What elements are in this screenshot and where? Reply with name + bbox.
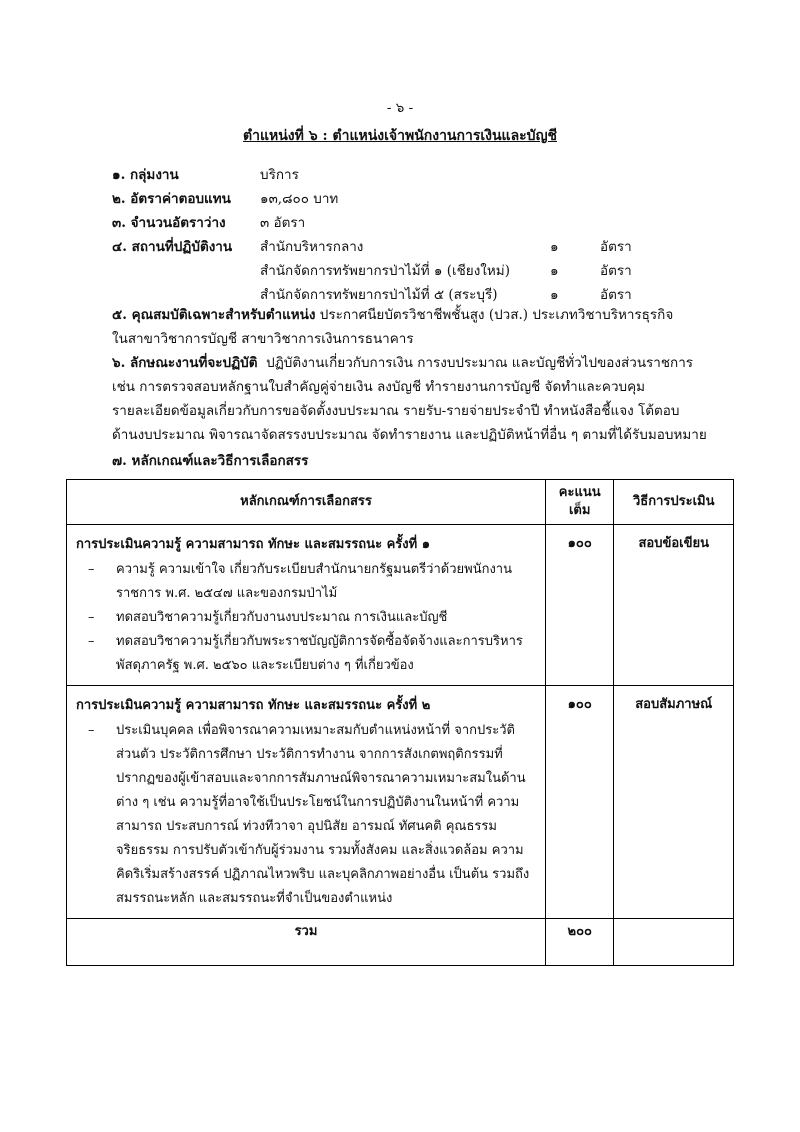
list-item: – ความรู้ ความเข้าใจ เกี่ยวกับระเบียบสำนักนายกรัฐมนตรีว่าด้วยพนักงานราชการ พ.ศ. ๒๕๔๗ และของกรมป่าไม้ — [88, 558, 536, 606]
location-name: สำนักจัดการทรัพยากรป่าไม้ที่ ๑ (เชียงใหม่) — [260, 263, 510, 279]
duties-text: ปฏิบัติงานเกี่ยวกับการเงิน การงบประมาณ และบัญชีทั่วไปของส่วนราชการ — [266, 355, 694, 371]
info-label: ๔. สถานที่ปฏิบัติงาน — [112, 239, 233, 255]
info-label: ๓. จำนวนอัตราว่าง — [112, 215, 226, 231]
score-cell: ๑๐๐ — [546, 686, 614, 919]
duties-label: ๖. ลักษณะงานที่จะปฏิบัติ — [112, 355, 258, 371]
method-cell: สอบข้อเขียน — [614, 525, 734, 686]
criteria-cell — [67, 525, 546, 686]
duties-text: เช่น การตรวจสอบหลักฐานใบสำคัญคู่จ่ายเงิน ลงบัญชี ทำรายงานการบัญชี จัดทำและควบคุม — [112, 379, 646, 395]
location-name: สำนักจัดการทรัพยากรป่าไม้ที่ ๕ (สระบุรี) — [260, 287, 498, 303]
qualification-text: ในสาขาวิชาการบัญชี สาขาวิชาการเงินการธนาคาร — [112, 331, 414, 347]
total-row — [67, 919, 734, 966]
criteria-table — [66, 479, 734, 966]
duties-paragraph — [112, 351, 728, 447]
info-value: บริการ — [260, 167, 299, 183]
location-count: ๑ — [550, 239, 559, 255]
duties-text: รายละเอียดข้อมูลเกี่ยวกับการขอจัดตั้งงบประมาณ รายรับ-รายจ่ายประจำปี ทำหนังสือชี้แจง โต้ตอบ — [112, 403, 680, 419]
location-count: ๑ — [550, 287, 559, 303]
section-title: การประเมินความรู้ ความสามารถ ทักษะ และสมรรถนะ ครั้งที่ ๒ — [76, 698, 431, 713]
location-count: ๑ — [550, 263, 559, 279]
header-criteria: หลักเกณฑ์การเลือกสรร — [67, 480, 546, 525]
total-method-empty — [614, 919, 734, 966]
list-item: – ทดสอบวิชาความรู้เกี่ยวกับงานงบประมาณ การเงินและบัญชี — [88, 606, 536, 630]
location-name: สำนักบริหารกลาง — [260, 239, 364, 255]
method-cell: สอบสัมภาษณ์ — [614, 686, 734, 919]
location-unit: อัตรา — [600, 263, 632, 279]
qualification-text: ประกาศนียบัตรวิชาชีพชั้นสูง (ปวส.) ประเภทวิชาบริหารธุรกิจ — [319, 307, 674, 323]
info-label: ๒. อัตราค่าตอบแทน — [112, 191, 231, 207]
total-score: ๒๐๐ — [546, 919, 614, 966]
criteria-list — [68, 719, 544, 917]
score-cell: ๑๐๐ — [546, 525, 614, 686]
info-value: ๓ อัตรา — [260, 215, 306, 231]
criteria-heading: ๗. หลักเกณฑ์และวิธีการเลือกสรร — [112, 453, 309, 469]
table-row — [67, 525, 734, 686]
page-number: - ๖ - — [386, 100, 414, 116]
location-unit: อัตรา — [600, 239, 632, 255]
list-item: – ทดสอบวิชาความรู้เกี่ยวกับพระราชบัญญัติการจัดซื้อจัดจ้างและการบริหารพัสดุภาครัฐ พ.ศ. ๒๕๖๐ และระเบียบต่าง ๆ ที่เกี่ยวข้อง — [88, 630, 536, 678]
section-title: การประเมินความรู้ ความสามารถ ทักษะ และสมรรถนะ ครั้งที่ ๑ — [76, 537, 430, 552]
header-method: วิธีการประเมิน — [614, 480, 734, 525]
info-label: ๑. กลุ่มงาน — [112, 167, 179, 183]
header-score: คะแนน เต็ม — [546, 480, 614, 525]
qualification-label: ๕. คุณสมบัติเฉพาะสำหรับตำแหน่ง — [112, 307, 316, 323]
criteria-cell — [67, 686, 546, 919]
position-title: ตำแหน่งที่ ๖ : ตำแหน่งเจ้าพนักงานการเงินและบัญชี — [242, 128, 557, 144]
list-item: – ประเมินบุคคล เพื่อพิจารณาความเหมาะสมกับตำแหน่งหน้าที่ จากประวัติส่วนตัว ประวัติการศึกษา ประวัติการทำงาน จากการสังเกตพฤติกรรมที่ปรากฏของผู้เข้าสอบและจากการสัมภาษณ์พิจารณาความเหมาะสมในด้านต่าง ๆ เช่น ความรู้ที่อาจใช้เป็นประโยชน์ในการปฏิบัติงานในหน้าที่ ความสามารถ ประสบการณ์ ท่วงทีวาจา อุปนิสัย อารมณ์ ทัศนคติ คุณธรรม จริยธรรม การปรับตัวเข้ากับผู้ร่วมงาน รวมทั้งสังคม และสิ่งแวดล้อม ความคิดริเริ่มสร้างสรรค์ ปฏิภาณไหวพริบ และบุคลิกภาพอย่างอื่น เป็นต้น รวมถึงสมรรถนะหลัก และสมรรถนะที่จำเป็นของตำแหน่ง — [88, 719, 536, 911]
location-row — [260, 283, 632, 305]
table-header-row — [67, 480, 734, 525]
location-unit: อัตรา — [600, 287, 632, 303]
duties-text: ด้านงบประมาณ พิจารณาจัดสรรงบประมาณ จัดทำรายงาน และปฏิบัติหน้าที่อื่น ๆ ตามที่ได้รับมอบหมาย — [112, 427, 707, 443]
location-row — [260, 259, 632, 281]
criteria-list — [68, 558, 544, 684]
total-label: รวม — [67, 919, 546, 966]
table-row — [67, 686, 734, 919]
info-value: ๑๓,๘๐๐ บาท — [260, 191, 339, 207]
qualification-paragraph — [112, 303, 728, 351]
location-row — [260, 235, 632, 257]
